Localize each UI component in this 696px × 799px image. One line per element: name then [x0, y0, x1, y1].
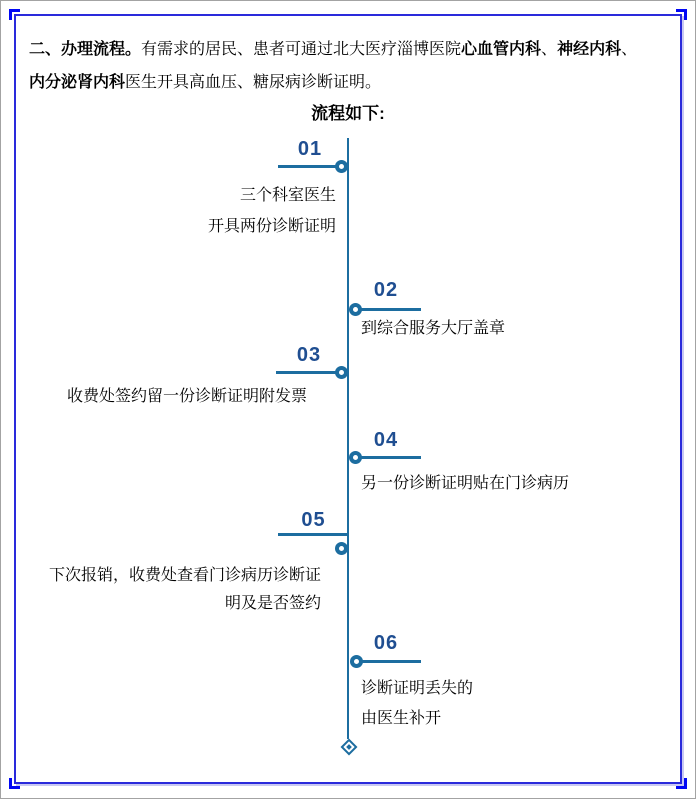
timeline-end-diamond-icon [341, 739, 358, 756]
step-marker-dot-06 [350, 655, 363, 668]
step-number-01: 01 [297, 138, 323, 160]
intro-paragraph [29, 33, 673, 99]
step-number-05: 05 [301, 509, 326, 531]
step-description-line: 开具两份诊断证明 [207, 218, 336, 235]
step-description-line: 由医生补开 [361, 710, 442, 727]
paragraph-segment: 内分泌肾内科 [29, 74, 126, 91]
step-marker-dot-05 [335, 542, 348, 555]
flow-title: 流程如下: [311, 104, 385, 123]
intro-paragraph-line-1 [29, 33, 673, 66]
step-marker-dot-03 [335, 366, 348, 379]
step-description-line: 三个科室医生 [239, 187, 336, 204]
border-corner-handle-bottom-left [9, 778, 20, 789]
paragraph-segment: 二、办理流程。 [29, 41, 142, 58]
step-marker-dot-04 [349, 451, 362, 464]
border-corner-handle-top-right [676, 9, 687, 20]
step-description-line: 下次报销，收费处查看门诊病历诊断证 [48, 567, 321, 584]
step-description-03 [67, 381, 307, 412]
paragraph-segment: 、 [621, 41, 638, 58]
step-number-03: 03 [296, 344, 322, 366]
border-corner-handle-top-left [9, 9, 20, 20]
paragraph-segment: 有需求的居民、患者可通过北大医疗淄博医院 [141, 41, 462, 58]
step-description-06 [361, 674, 473, 734]
step-number-02: 02 [373, 279, 399, 301]
step-description-line: 收费处签约留一份诊断证明附发票 [66, 388, 307, 405]
step-description-05 [49, 562, 321, 618]
paragraph-segment: 神经内科 [557, 41, 622, 58]
step-description-line: 明及是否签约 [224, 595, 321, 612]
intro-paragraph-line-2 [29, 66, 673, 99]
step-description-02 [361, 313, 505, 344]
step-connector-line-05 [278, 533, 349, 536]
paragraph-segment: 、 [541, 41, 558, 58]
paragraph-segment: 心血管内科 [461, 41, 542, 58]
step-marker-dot-01 [335, 160, 348, 173]
timeline-end-diamond-core [346, 744, 352, 750]
step-description-04 [361, 468, 569, 499]
paragraph-segment: 医生开具高血压、糖尿病诊断证明。 [125, 74, 382, 91]
step-marker-dot-02 [349, 303, 362, 316]
step-number-04: 04 [373, 429, 399, 451]
step-description-line: 到综合服务大厅盖章 [361, 320, 506, 337]
timeline-axis-line [347, 138, 349, 739]
step-description-01 [208, 180, 336, 242]
step-connector-line-03 [276, 371, 342, 374]
step-description-line: 诊断证明丢失的 [361, 680, 474, 697]
step-description-line: 另一份诊断证明贴在门诊病历 [361, 475, 570, 492]
border-corner-handle-bottom-right [676, 778, 687, 789]
step-number-06: 06 [373, 632, 399, 654]
step-connector-line-01 [278, 165, 342, 168]
